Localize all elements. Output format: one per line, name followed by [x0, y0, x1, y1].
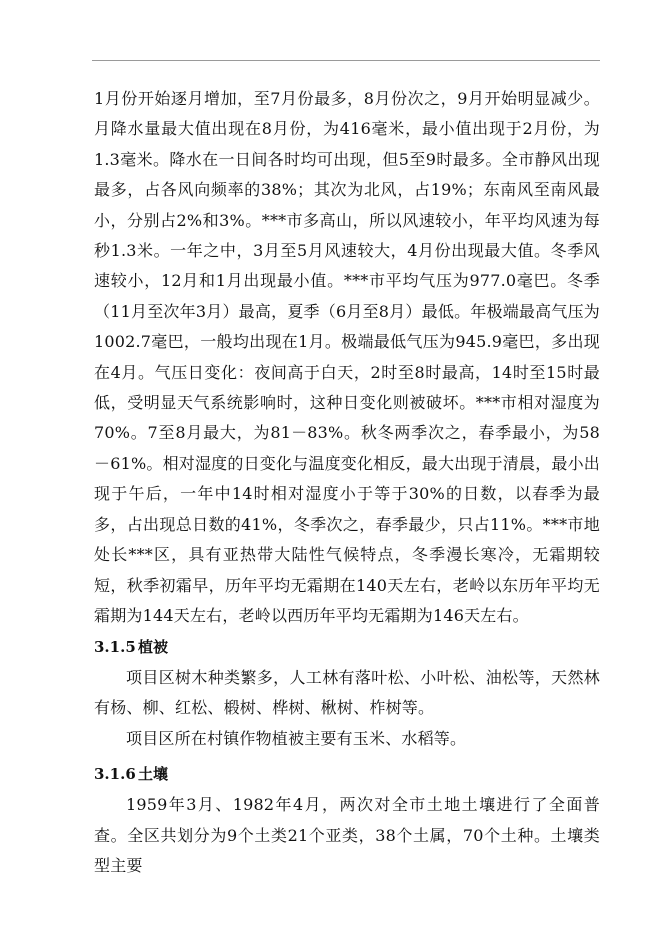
section-title: 植被: [138, 638, 169, 656]
section-number: 3.1.6: [94, 765, 136, 784]
section-heading-soil: [94, 758, 600, 790]
vegetation-paragraph-2: 项目区所在村镇作物植被主要有玉米、水稻等。: [126, 728, 467, 748]
section-heading-vegetation: [94, 631, 600, 663]
section-title: 土壤: [138, 765, 169, 784]
document-body: [94, 84, 600, 881]
vegetation-paragraph-1: 项目区树木种类繁多，人工林有落叶松、小叶松、油松等，天然林有杨、柳、红松、椴树、桦树、楸树、柞树等。: [94, 668, 600, 718]
soil-paragraph-1: 1959年3月、1982年4月，两次对全市土地土壤进行了全面普查。全区共划分为9个土类21个亚类，38个土属，70个土种。土壤类型主要: [94, 795, 600, 876]
climate-paragraph: 1月份开始逐月增加，至7月份最多，8月份次之，9月开始明显减少。月降水量最大值出现在8月份，为416毫米，最小值出现于2月份，为1.3毫米。降水在一日间各时均可出现，但5至9时最多。全市静风出现最多，占各风向频率的38%；其次为北风，占19%；东南风至南风最小，分别占2%和3%。***市多高山，所以风速较小，年平均风速为每秒1.3米。一年之中，3月至5月风速较大，4月份出现最大值。冬季风速较小，12月和1月出现最小值。***市平均气压为977.0毫巴。冬季（11月至次年3月）最高，夏季（6月至8月）最低。年极端最高气压为1002.7毫巴，一般均出现在1月。极端最低气压为945.9毫巴，多出现在4月。气压日变化：夜间高于白天，2时至8时最高，14时至15时最低，受明显天气系统影响时，这种日变化则被破坏。***市相对湿度为70%。7至8月最大，为81－83%。秋冬两季次之，春季最小，为58－61%。相对湿度的日变化与温度变化相反，最大出现于清晨，最小出现于午后，一年中14时相对湿度小于等于30%的日数，以春季为最多，占出现总日数的41%，冬季次之，春季最少，只占11%。***市地处长***区，具有亚热带大陆性气候特点，冬季漫长寒冷，无霜期较短，秋季初霜早，历年平均无霜期在140天左右，老岭以东历年平均无霜期为144天左右，老岭以西历年平均无霜期为146天左右。: [94, 89, 600, 625]
section-number: 3.1.5: [94, 638, 136, 656]
header-rule: [92, 60, 600, 61]
